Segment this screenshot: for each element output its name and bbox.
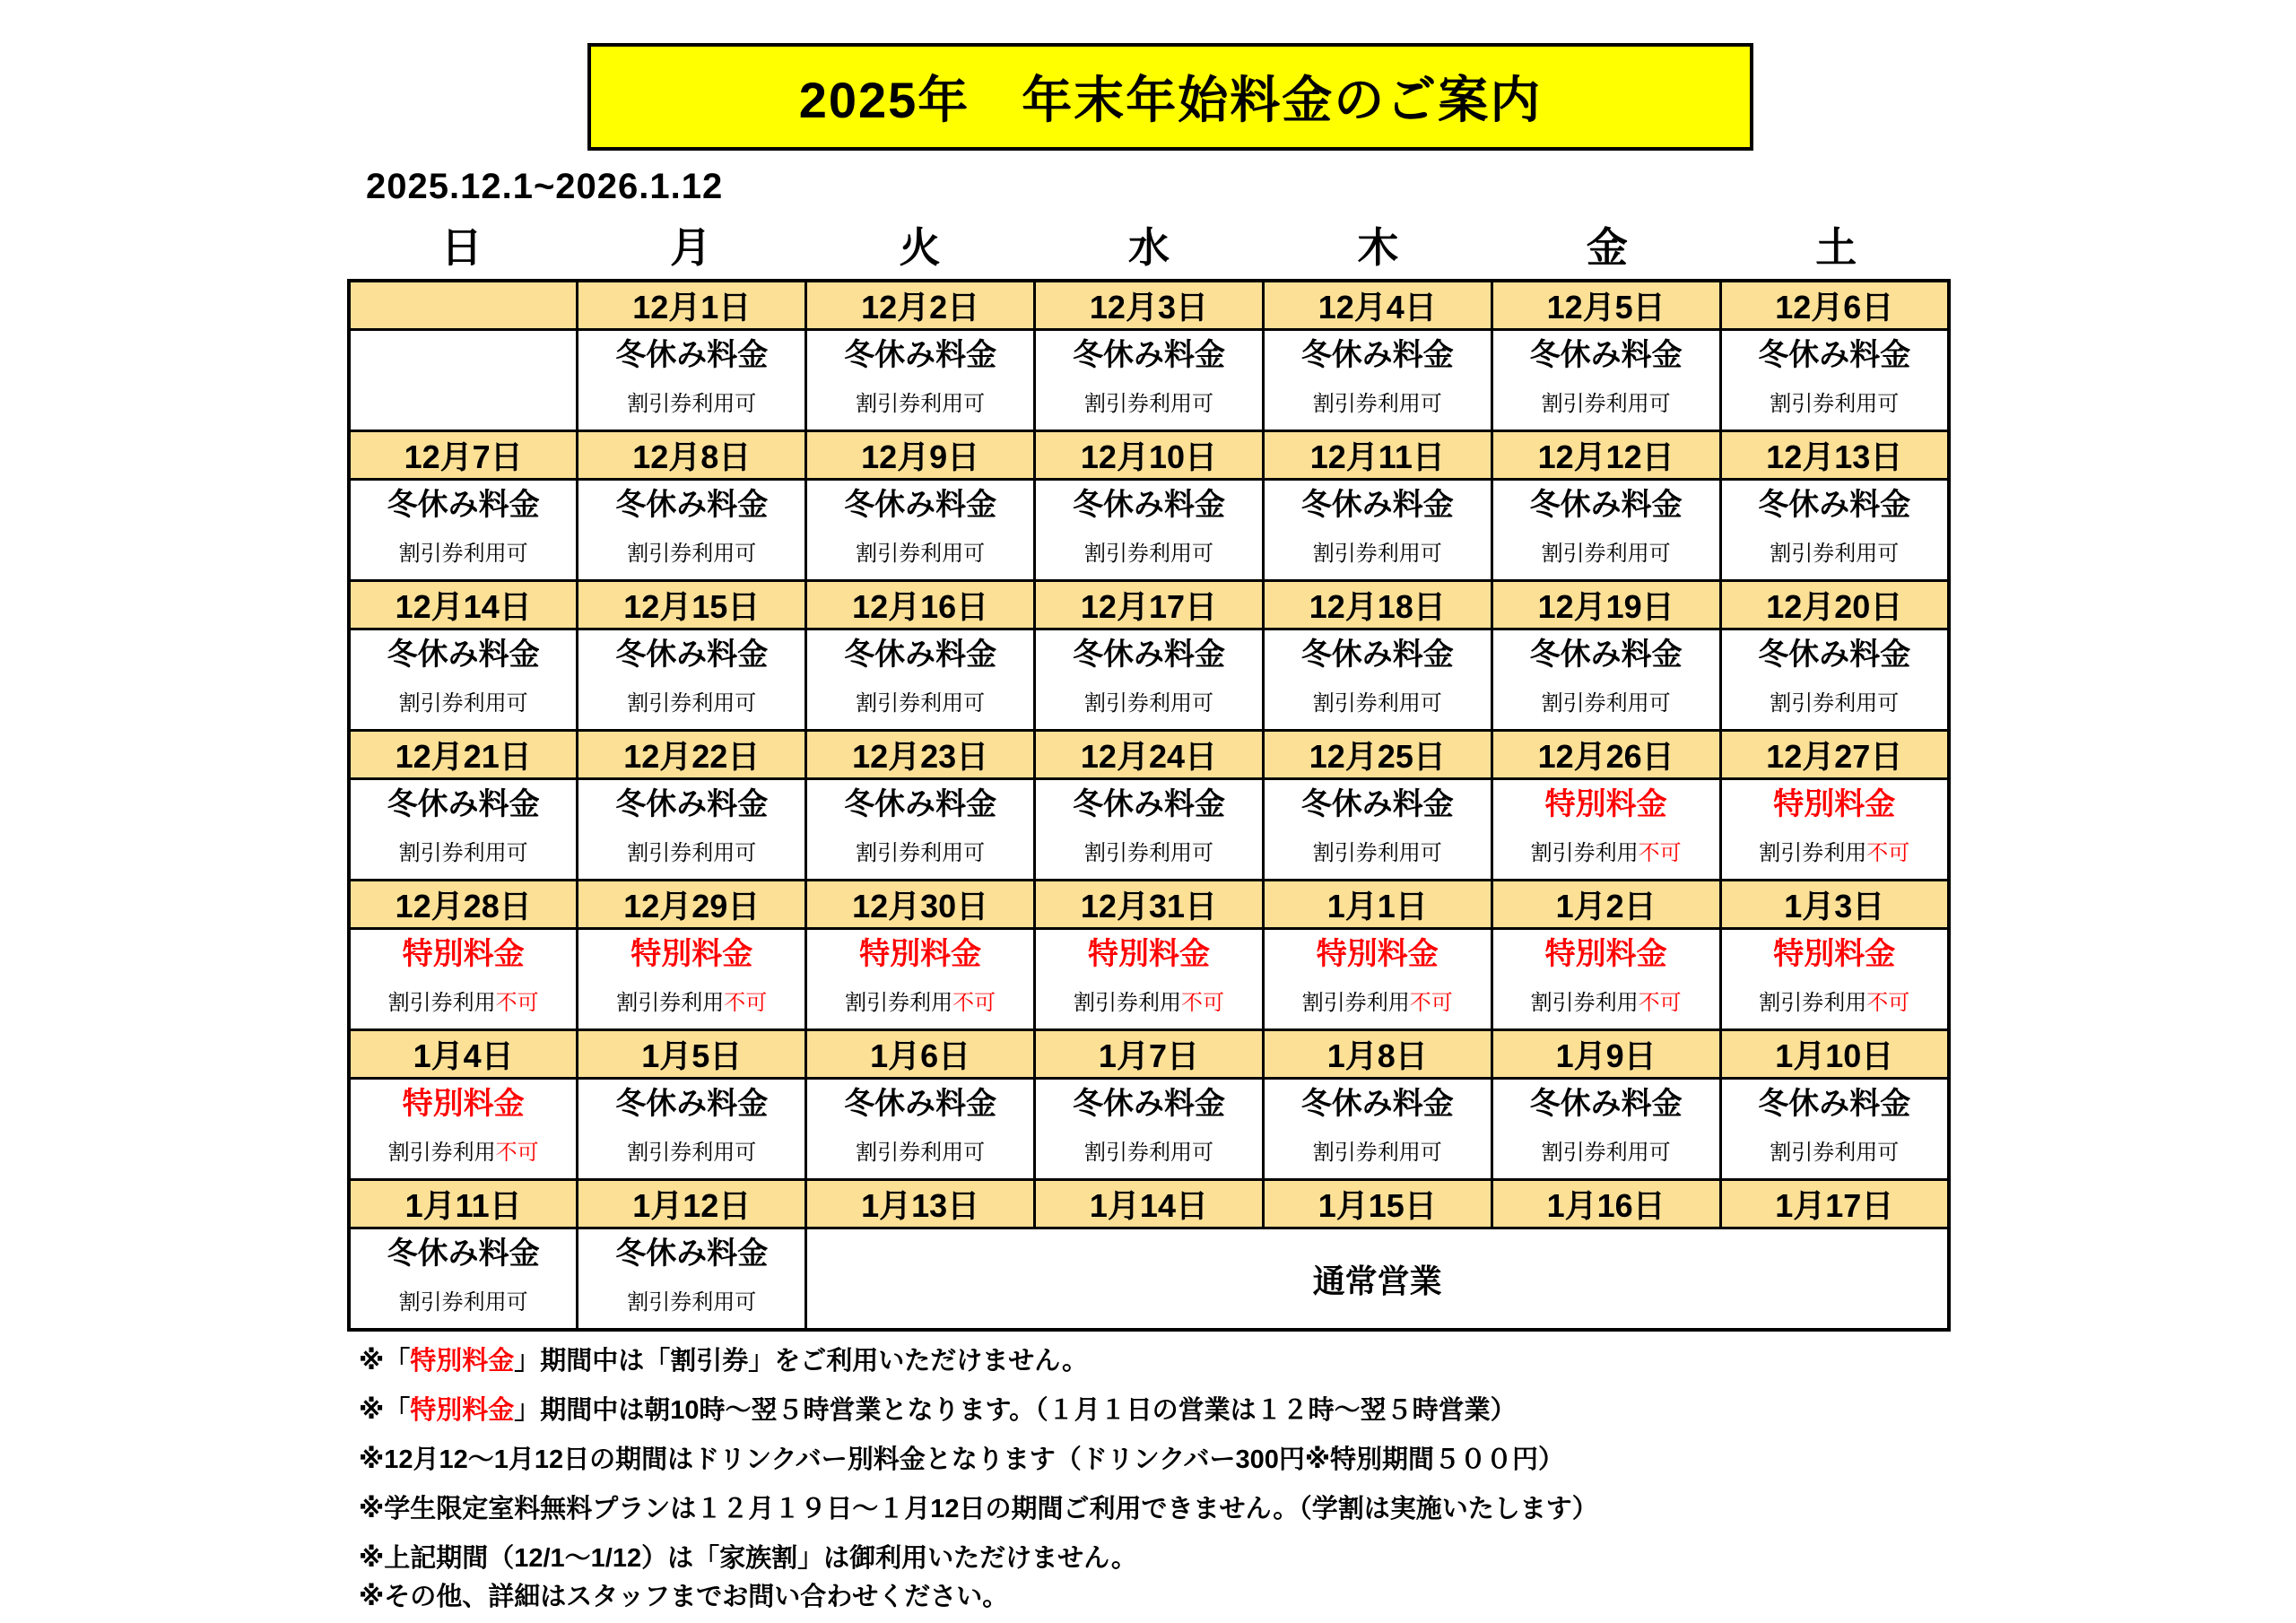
- date-cell: 1月7日: [1035, 1030, 1264, 1079]
- rate-label: 冬休み料金: [615, 488, 769, 522]
- winter-rate-cell: [349, 629, 578, 731]
- rate-label: 特別料金: [1087, 937, 1210, 971]
- winter-rate-cell: [1720, 629, 1949, 731]
- special-rate-cell: [1492, 779, 1720, 881]
- rate-label: 冬休み料金: [844, 1087, 997, 1121]
- date-row: [349, 1180, 1949, 1228]
- empty-cell: [349, 330, 578, 431]
- winter-rate-cell: [1492, 480, 1720, 581]
- date-cell: 12月29日: [578, 881, 806, 929]
- date-cell: 1月11日: [349, 1180, 578, 1228]
- date-row: [349, 731, 1949, 779]
- winter-rate-cell: [1263, 480, 1492, 581]
- coupon-status-label: 割引券利用可: [1083, 841, 1213, 865]
- date-cell: 12月23日: [806, 731, 1035, 779]
- date-cell: 1月2日: [1492, 881, 1720, 929]
- date-cell: 12月16日: [806, 581, 1035, 629]
- day-header-wed: 水: [1127, 224, 1170, 271]
- day-header-sun: 日: [440, 224, 483, 271]
- winter-rate-cell: [1263, 779, 1492, 881]
- winter-rate-cell: [578, 480, 806, 581]
- day-header-tue: 火: [899, 224, 941, 271]
- date-cell: 12月21日: [349, 731, 578, 779]
- coupon-status-label: 割引券利用不可: [1759, 991, 1910, 1015]
- day-header-mon: 月: [670, 224, 712, 271]
- date-cell: 1月1日: [1263, 881, 1492, 929]
- rate-label: 冬休み料金: [1300, 338, 1454, 372]
- rate-label: 冬休み料金: [1758, 338, 1911, 372]
- rate-label: 冬休み料金: [615, 638, 769, 672]
- winter-rate-cell: [349, 779, 578, 881]
- note-line: ※上記期間（12/1～1/12）は「家族割」は御利用いただけません。: [359, 1544, 1137, 1573]
- coupon-status-label: 割引券利用可: [627, 1141, 757, 1165]
- winter-rate-cell: [806, 1079, 1035, 1180]
- rate-label: 冬休み料金: [1300, 488, 1454, 522]
- rate-label: 冬休み料金: [844, 787, 997, 821]
- date-cell-empty: [349, 281, 578, 330]
- coupon-status-label: 割引券利用可: [856, 542, 986, 566]
- winter-rate-cell: [1720, 480, 1949, 581]
- coupon-status-label: 割引券利用不可: [1301, 991, 1453, 1015]
- coupon-status-label: 割引券利用可: [1083, 392, 1213, 416]
- special-rate-cell: [578, 929, 806, 1030]
- coupon-status-label: 割引券利用可: [627, 841, 757, 865]
- date-cell: 1月13日: [806, 1180, 1035, 1228]
- coupon-status-label: 割引券利用不可: [1530, 841, 1682, 865]
- rate-label: 冬休み料金: [615, 787, 769, 821]
- rate-label: 冬休み料金: [1072, 638, 1225, 672]
- rate-label: 冬休み料金: [387, 638, 540, 672]
- coupon-status-label: 割引券利用不可: [1073, 991, 1224, 1015]
- winter-rate-cell: [806, 629, 1035, 731]
- special-rate-cell: [349, 929, 578, 1030]
- date-cell: 1月6日: [806, 1030, 1035, 1079]
- winter-rate-cell: [1035, 330, 1264, 431]
- special-rate-cell: [1492, 929, 1720, 1030]
- date-cell: 12月10日: [1035, 431, 1264, 480]
- coupon-status-label: 割引券利用可: [1312, 392, 1442, 416]
- winter-rate-cell: [1035, 480, 1264, 581]
- date-cell: 1月16日: [1492, 1180, 1720, 1228]
- coupon-status-label: 割引券利用可: [856, 392, 986, 416]
- coupon-status-label: 割引券利用可: [1312, 1141, 1442, 1165]
- date-cell: 12月3日: [1035, 281, 1264, 330]
- date-cell: 12月28日: [349, 881, 578, 929]
- rate-label: 冬休み料金: [1758, 638, 1911, 672]
- date-cell: 1月4日: [349, 1030, 578, 1079]
- coupon-status-label: 割引券利用可: [856, 691, 986, 716]
- winter-rate-cell: [578, 629, 806, 731]
- winter-rate-cell: [349, 1228, 578, 1331]
- coupon-status-label: 割引券利用可: [1312, 542, 1442, 566]
- rate-label: 特別料金: [631, 937, 753, 971]
- coupon-status-label: 割引券利用可: [398, 542, 528, 566]
- coupon-status-label: 割引券利用不可: [845, 991, 996, 1015]
- winter-rate-cell: [1035, 629, 1264, 731]
- date-cell: 12月8日: [578, 431, 806, 480]
- date-cell: 12月20日: [1720, 581, 1949, 629]
- winter-rate-cell: [1492, 629, 1720, 731]
- rate-label: 特別料金: [1316, 937, 1439, 971]
- rate-row: [349, 1079, 1949, 1180]
- coupon-status-label: 割引券利用不可: [616, 991, 768, 1015]
- rate-row: [349, 330, 1949, 431]
- winter-rate-cell: [1720, 1079, 1949, 1180]
- coupon-status-label: 割引券利用可: [627, 542, 757, 566]
- coupon-status-label: 割引券利用不可: [387, 1141, 539, 1165]
- rate-label: 冬休み料金: [844, 638, 997, 672]
- winter-rate-cell: [806, 779, 1035, 881]
- special-rate-cell: [349, 1079, 578, 1180]
- coupon-status-label: 割引券利用可: [1541, 542, 1671, 566]
- special-rate-cell: [806, 929, 1035, 1030]
- coupon-status-label: 割引券利用可: [627, 691, 757, 716]
- rate-label: 冬休み料金: [1758, 488, 1911, 522]
- date-cell: 12月7日: [349, 431, 578, 480]
- rate-label: 冬休み料金: [1758, 1087, 1911, 1121]
- winter-rate-cell: [578, 330, 806, 431]
- rate-label: 冬休み料金: [1072, 1087, 1225, 1121]
- rate-label: 冬休み料金: [1529, 338, 1683, 372]
- coupon-status-label: 割引券利用可: [1770, 542, 1900, 566]
- rate-row: [349, 779, 1949, 881]
- date-cell: 1月14日: [1035, 1180, 1264, 1228]
- rate-label: 特別料金: [402, 1087, 525, 1121]
- winter-rate-cell: [806, 330, 1035, 431]
- date-cell: 1月15日: [1263, 1180, 1492, 1228]
- date-cell: 12月6日: [1720, 281, 1949, 330]
- special-rate-cell: [1035, 929, 1264, 1030]
- date-cell: 12月19日: [1492, 581, 1720, 629]
- page-title: 2025年 年末年始料金のご案内: [798, 72, 1543, 128]
- date-cell: 12月1日: [578, 281, 806, 330]
- rate-label: 冬休み料金: [387, 787, 540, 821]
- coupon-status-label: 割引券利用可: [398, 691, 528, 716]
- coupon-status-label: 割引券利用不可: [1759, 841, 1910, 865]
- rate-label: 特別料金: [1773, 937, 1896, 971]
- rate-label: 冬休み料金: [1072, 338, 1225, 372]
- day-header-row: [347, 215, 1951, 274]
- rate-label: 特別料金: [1544, 787, 1667, 821]
- coupon-status-label: 割引券利用可: [1770, 1141, 1900, 1165]
- rate-label: 冬休み料金: [1300, 1087, 1454, 1121]
- date-row: [349, 281, 1949, 330]
- date-cell: 12月15日: [578, 581, 806, 629]
- rate-label: 特別料金: [1544, 937, 1667, 971]
- date-cell: 12月14日: [349, 581, 578, 629]
- calendar-table: [347, 279, 1951, 1332]
- winter-rate-cell: [1263, 629, 1492, 731]
- rate-row: [349, 1228, 1949, 1331]
- date-row: [349, 1030, 1949, 1079]
- rate-row: [349, 480, 1949, 581]
- date-cell: 1月9日: [1492, 1030, 1720, 1079]
- rate-label: 特別料金: [402, 937, 525, 971]
- date-cell: 1月12日: [578, 1180, 806, 1228]
- date-cell: 12月18日: [1263, 581, 1492, 629]
- date-cell: 12月31日: [1035, 881, 1264, 929]
- rate-label: 冬休み料金: [615, 338, 769, 372]
- special-rate-cell: [1720, 779, 1949, 881]
- date-cell: 12月27日: [1720, 731, 1949, 779]
- special-rate-cell: [1720, 929, 1949, 1030]
- date-cell: 12月9日: [806, 431, 1035, 480]
- coupon-status-label: 割引券利用不可: [1530, 991, 1682, 1015]
- rate-label: 冬休み料金: [387, 1237, 540, 1271]
- date-cell: 12月30日: [806, 881, 1035, 929]
- rate-label: 冬休み料金: [844, 488, 997, 522]
- coupon-status-label: 割引券利用可: [398, 1290, 528, 1315]
- rate-label: 冬休み料金: [615, 1237, 769, 1271]
- date-cell: 12月11日: [1263, 431, 1492, 480]
- notes-section: [359, 1347, 1598, 1611]
- rate-label: 特別料金: [859, 937, 982, 971]
- note-line: ※その他、詳細はスタッフまでお問い合わせください。: [359, 1583, 1009, 1611]
- winter-rate-cell: [1720, 330, 1949, 431]
- date-cell: 12月24日: [1035, 731, 1264, 779]
- rate-label: 冬休み料金: [1072, 488, 1225, 522]
- rate-label: 特別料金: [1773, 787, 1896, 821]
- date-cell: 1月3日: [1720, 881, 1949, 929]
- date-cell: 1月10日: [1720, 1030, 1949, 1079]
- date-cell: 12月22日: [578, 731, 806, 779]
- date-cell: 12月17日: [1035, 581, 1264, 629]
- date-cell: 1月17日: [1720, 1180, 1949, 1228]
- coupon-status-label: 割引券利用可: [1770, 392, 1900, 416]
- title-banner: [587, 43, 1753, 151]
- winter-rate-cell: [1492, 330, 1720, 431]
- rate-row: [349, 629, 1949, 731]
- winter-rate-cell: [1492, 1079, 1720, 1180]
- coupon-status-label: 割引券利用可: [1541, 392, 1671, 416]
- date-cell: 12月12日: [1492, 431, 1720, 480]
- date-row: [349, 881, 1949, 929]
- winter-rate-cell: [578, 779, 806, 881]
- normal-operation-cell: 通常営業: [806, 1228, 1949, 1331]
- winter-rate-cell: [1263, 1079, 1492, 1180]
- note-line: ※12月12～1月12日の期間はドリンクバー別料金となります（ドリンクバー300円※特別期間５００円）: [359, 1445, 1565, 1474]
- winter-rate-cell: [1035, 1079, 1264, 1180]
- date-row: [349, 581, 1949, 629]
- rate-label: 冬休み料金: [1529, 638, 1683, 672]
- winter-rate-cell: [578, 1079, 806, 1180]
- coupon-status-label: 割引券利用不可: [387, 991, 539, 1015]
- date-row: [349, 431, 1949, 480]
- coupon-status-label: 割引券利用可: [1541, 1141, 1671, 1165]
- rate-row: [349, 929, 1949, 1030]
- day-header-fri: 金: [1586, 224, 1628, 271]
- coupon-status-label: 割引券利用可: [856, 1141, 986, 1165]
- rate-label: 冬休み料金: [1300, 638, 1454, 672]
- date-cell: 12月2日: [806, 281, 1035, 330]
- coupon-status-label: 割引券利用可: [1312, 841, 1442, 865]
- winter-rate-cell: [578, 1228, 806, 1331]
- coupon-status-label: 割引券利用可: [627, 392, 757, 416]
- day-header-thu: 木: [1357, 224, 1399, 271]
- winter-rate-cell: [806, 480, 1035, 581]
- rate-label: 冬休み料金: [387, 488, 540, 522]
- date-cell: 12月5日: [1492, 281, 1720, 330]
- winter-rate-cell: [1263, 330, 1492, 431]
- note-line: ※「特別料金」期間中は「割引券」をご利用いただけません。: [359, 1347, 1088, 1376]
- coupon-status-label: 割引券利用可: [627, 1290, 757, 1315]
- rate-label: 冬休み料金: [1300, 787, 1454, 821]
- coupon-status-label: 割引券利用可: [398, 841, 528, 865]
- coupon-status-label: 割引券利用可: [856, 841, 986, 865]
- coupon-status-label: 割引券利用可: [1770, 691, 1900, 716]
- coupon-status-label: 割引券利用可: [1083, 542, 1213, 566]
- day-header-sat: 土: [1815, 224, 1857, 271]
- coupon-status-label: 割引券利用可: [1312, 691, 1442, 716]
- winter-rate-cell: [349, 480, 578, 581]
- date-cell: 12月4日: [1263, 281, 1492, 330]
- date-cell: 12月25日: [1263, 731, 1492, 779]
- rate-label: 冬休み料金: [1529, 1087, 1683, 1121]
- coupon-status-label: 割引券利用可: [1083, 1141, 1213, 1165]
- special-rate-cell: [1263, 929, 1492, 1030]
- winter-rate-cell: [1035, 779, 1264, 881]
- date-cell: 12月13日: [1720, 431, 1949, 480]
- note-line: ※学生限定室料無料プランは１２月１９日～１月12日の期間ご利用できません。（学割は実施いたします）: [359, 1495, 1598, 1523]
- rate-label: 冬休み料金: [844, 338, 997, 372]
- note-line: ※「特別料金」期間中は朝10時～翌５時営業となります。（１月１日の営業は１２時～翌５時営業）: [359, 1396, 1517, 1425]
- date-cell: 12月26日: [1492, 731, 1720, 779]
- rate-label: 冬休み料金: [1529, 488, 1683, 522]
- coupon-status-label: 割引券利用可: [1083, 691, 1213, 716]
- coupon-status-label: 割引券利用可: [1541, 691, 1671, 716]
- date-range-label: 2025.12.1~2026.1.12: [366, 167, 724, 206]
- rate-label: 冬休み料金: [615, 1087, 769, 1121]
- date-cell: 1月5日: [578, 1030, 806, 1079]
- date-cell: 1月8日: [1263, 1030, 1492, 1079]
- rate-label: 冬休み料金: [1072, 787, 1225, 821]
